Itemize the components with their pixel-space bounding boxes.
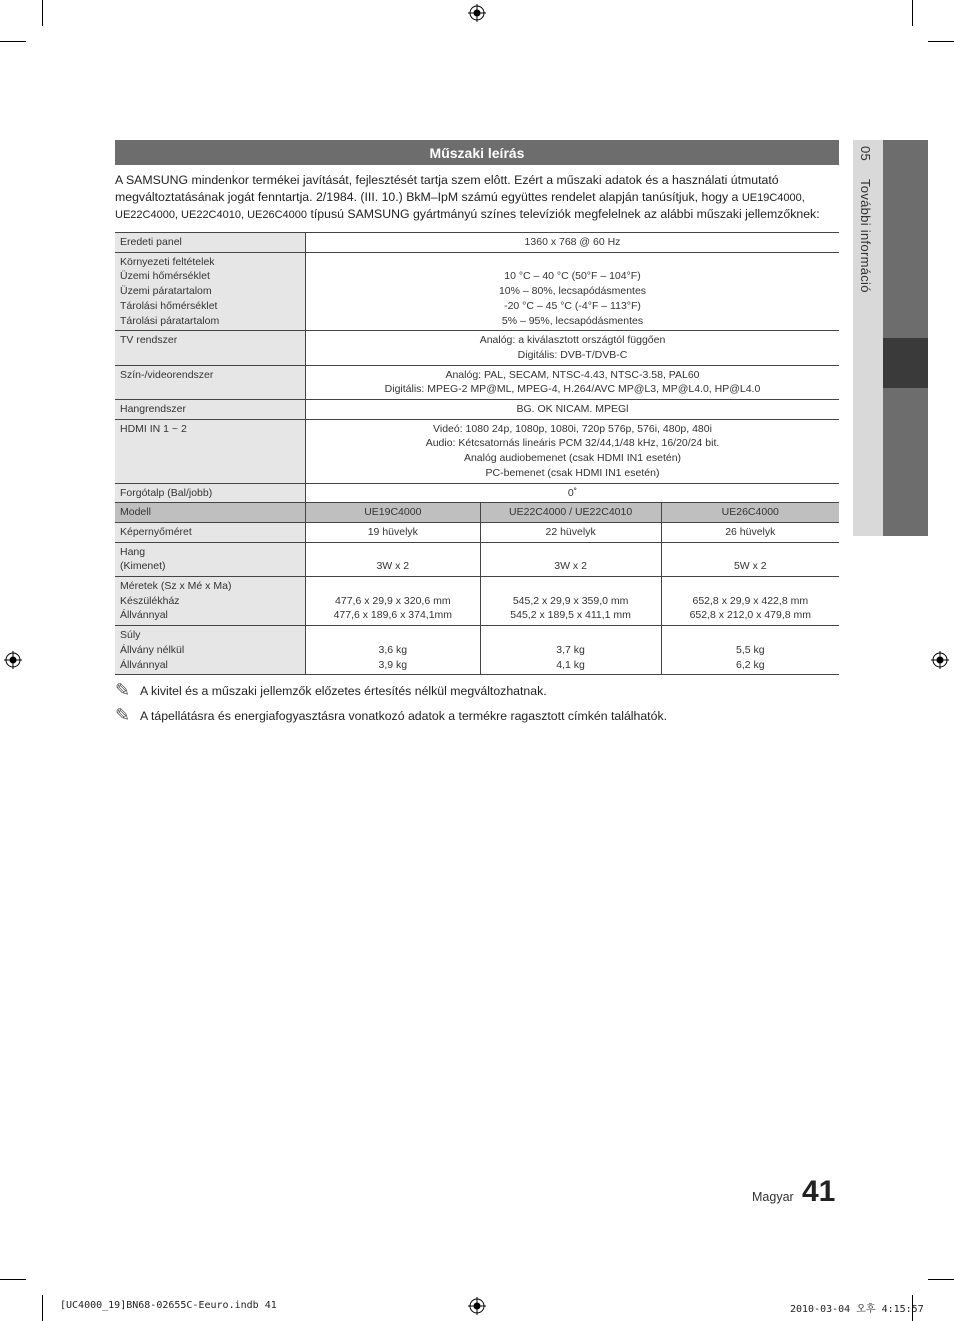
chapter-title: További információ xyxy=(858,178,873,293)
value-line: 5,5 kg xyxy=(735,643,765,656)
label-line: Üzemi páratartalom xyxy=(120,285,212,298)
table-row xyxy=(115,542,839,576)
value-cell xyxy=(480,577,661,626)
value-line: Digitális: MPEG-2 MP@ML, MPEG-4, H.264/AVC MP@L3, MP@L4.0, HP@L4.0 xyxy=(384,383,761,396)
value-line: PC-bemenet (csak HDMI IN1 esetén) xyxy=(485,466,660,479)
value-line: 6,2 kg xyxy=(735,658,765,671)
registration-mark-icon xyxy=(4,651,22,669)
model-cell: UE26C4000 xyxy=(661,503,839,523)
crop-mark xyxy=(42,1295,43,1321)
label-line: (Kimenet) xyxy=(120,560,166,573)
table-row xyxy=(115,365,839,399)
row-value: BG. OK NICAM. MPEGl xyxy=(306,400,840,420)
intro-text-2: típusú SAMSUNG gyártmányú színes televíziók megfelelnek az alábbi műszaki jellemzőknek: xyxy=(310,207,820,221)
intro-text-1: A SAMSUNG mindenkor termékei javítását, fejlesztését tartja szem elôtt. Ezért a műszaki adatok és a használati útmutató megváltoztatásának jogát fenntartja. 2/1984. (III. 10.) BkM–IpM számú együttes rendelet alapján tanúsítjuk, hogy a xyxy=(115,173,779,204)
spec-table xyxy=(115,232,839,675)
model-cell: UE19C4000 xyxy=(306,503,481,523)
chapter-number: 05 xyxy=(858,146,873,162)
value-cell xyxy=(306,626,481,675)
value-line: 10% – 80%, lecsapódásmentes xyxy=(498,285,647,298)
value-cell: 22 hüvelyk xyxy=(480,522,661,542)
crop-mark xyxy=(0,41,26,42)
table-row xyxy=(115,577,839,626)
crop-mark xyxy=(0,1279,26,1280)
value-line: 477,6 x 29,9 x 320,6 mm xyxy=(335,594,451,607)
side-tab-marker xyxy=(883,338,928,388)
row-label: Képernyőméret xyxy=(115,522,306,542)
row-value xyxy=(306,419,840,483)
intro-paragraph xyxy=(115,172,839,224)
label-line: Súly xyxy=(120,629,141,642)
table-row xyxy=(115,522,839,542)
value-cell xyxy=(661,577,839,626)
label-line: Készülékház xyxy=(120,594,180,607)
value-line: 545,2 x 29,9 x 359,0 mm xyxy=(512,594,629,607)
model-cell: UE22C4000 / UE22C4010 xyxy=(480,503,661,523)
value-line: Analóg: a kiválasztott országtól függően xyxy=(479,334,666,347)
registration-mark-icon xyxy=(468,1297,486,1315)
table-row xyxy=(115,483,839,503)
row-label: Szín-/videorendszer xyxy=(115,365,306,399)
value-line: Audio: Kétcsatornás lineáris PCM 32/44,1/48 kHz, 16/20/24 bit. xyxy=(425,437,720,450)
note-text: A kivitel és a műszaki jellemzők előzetes értesítés nélkül megváltozhatnak. xyxy=(140,683,547,698)
value-line: 652,8 x 212,0 x 479,8 mm xyxy=(689,609,811,622)
registration-mark-icon xyxy=(931,651,949,669)
value-line: 5% – 95%, lecsapódásmentes xyxy=(501,314,644,327)
footer-language: Magyar xyxy=(752,1190,794,1204)
table-row xyxy=(115,419,839,483)
row-value xyxy=(306,331,840,365)
row-label: Eredeti panel xyxy=(115,233,306,253)
table-row xyxy=(115,400,839,420)
value-line: 4,1 kg xyxy=(556,658,585,671)
value-cell: 3W x 2 xyxy=(306,542,481,576)
value-line: 477,6 x 189,6 x 374,1mm xyxy=(333,609,453,622)
value-line: 3,9 kg xyxy=(378,658,408,671)
print-slug-file: [UC4000_19]BN68-02655C-Eeuro.indb 41 xyxy=(60,1300,277,1311)
row-label xyxy=(115,252,306,331)
label-line: Állvány nélkül xyxy=(120,643,185,656)
print-slug-date: 2010-03-04 오후 4:15:57 xyxy=(790,1304,924,1315)
value-line: 652,8 x 29,9 x 422,8 mm xyxy=(692,594,809,607)
label-line: Méretek (Sz x Mé x Ma) xyxy=(120,580,232,593)
crop-mark xyxy=(928,1279,954,1280)
table-row xyxy=(115,233,839,253)
value-cell: 3W x 2 xyxy=(480,542,661,576)
row-label: HDMI IN 1 ~ 2 xyxy=(115,419,306,483)
row-label: Modell xyxy=(115,503,306,523)
value-line: -20 °C – 45 °C (-4°F – 113°F) xyxy=(504,299,641,312)
table-row xyxy=(115,252,839,331)
row-label xyxy=(115,577,306,626)
value-cell: 5W x 2 xyxy=(661,542,839,576)
label-line: Állvánnyal xyxy=(120,658,168,671)
side-tab-label xyxy=(858,146,873,293)
value-line: Analóg: PAL, SECAM, NTSC-4.43, NTSC-3.58, PAL60 xyxy=(445,368,700,381)
value-cell: 19 hüvelyk xyxy=(306,522,481,542)
table-row-model xyxy=(115,503,839,523)
label-line: Környezeti feltételek xyxy=(120,255,215,268)
table-row xyxy=(115,331,839,365)
intro-models: UE19C4000, UE22C4000, UE22C4010, UE26C4000 xyxy=(115,191,805,221)
value-line: 3,6 kg xyxy=(378,643,408,656)
row-label xyxy=(115,626,306,675)
row-label: Forgótalp (Bal/jobb) xyxy=(115,483,306,503)
value-cell: 26 hüvelyk xyxy=(661,522,839,542)
label-line: Tárolási hőmérséklet xyxy=(120,299,218,312)
value-line: Analóg audiobemenet (csak HDMI IN1 esetén) xyxy=(463,452,682,465)
label-line: Hang xyxy=(120,545,146,558)
value-line: Digitális: DVB-T/DVB-C xyxy=(517,348,628,361)
section-title: Műszaki leírás xyxy=(115,140,839,165)
row-label xyxy=(115,542,306,576)
page-number: 41 xyxy=(802,1175,836,1208)
value-cell xyxy=(661,626,839,675)
side-tab-strip xyxy=(883,140,928,536)
label-line: Üzemi hőmérséklet xyxy=(120,270,210,283)
note-text: A tápellátásra és energiafogyasztásra vonatkozó adatok a termékre ragasztott címkén találhatók. xyxy=(140,708,668,723)
row-label: TV rendszer xyxy=(115,331,306,365)
crop-mark xyxy=(912,0,913,26)
pencil-icon: ✎ xyxy=(115,705,131,725)
registration-mark-icon xyxy=(468,4,486,22)
row-value xyxy=(306,252,840,331)
value-cell xyxy=(306,577,481,626)
notes xyxy=(115,678,839,728)
row-value: 0˚ xyxy=(306,483,840,503)
row-value xyxy=(306,365,840,399)
value-cell xyxy=(480,626,661,675)
crop-mark xyxy=(928,41,954,42)
row-label: Hangrendszer xyxy=(115,400,306,420)
pencil-icon: ✎ xyxy=(115,680,131,700)
note-item xyxy=(115,703,839,728)
value-line: 545,2 x 189,5 x 411,1 mm xyxy=(510,609,631,622)
value-line: Videó: 1080 24p, 1080p, 1080i, 720p 576p, 576i, 480p, 480i xyxy=(433,422,712,435)
table-row xyxy=(115,626,839,675)
crop-mark xyxy=(42,0,43,26)
note-item xyxy=(115,678,839,703)
value-line: 10 °C – 40 °C (50°F – 104°F) xyxy=(504,270,641,283)
value-line: 3,7 kg xyxy=(556,643,585,656)
label-line: Tárolási páratartalom xyxy=(120,314,220,327)
label-line: Állvánnyal xyxy=(120,609,168,622)
row-value: 1360 x 768 @ 60 Hz xyxy=(306,233,840,253)
